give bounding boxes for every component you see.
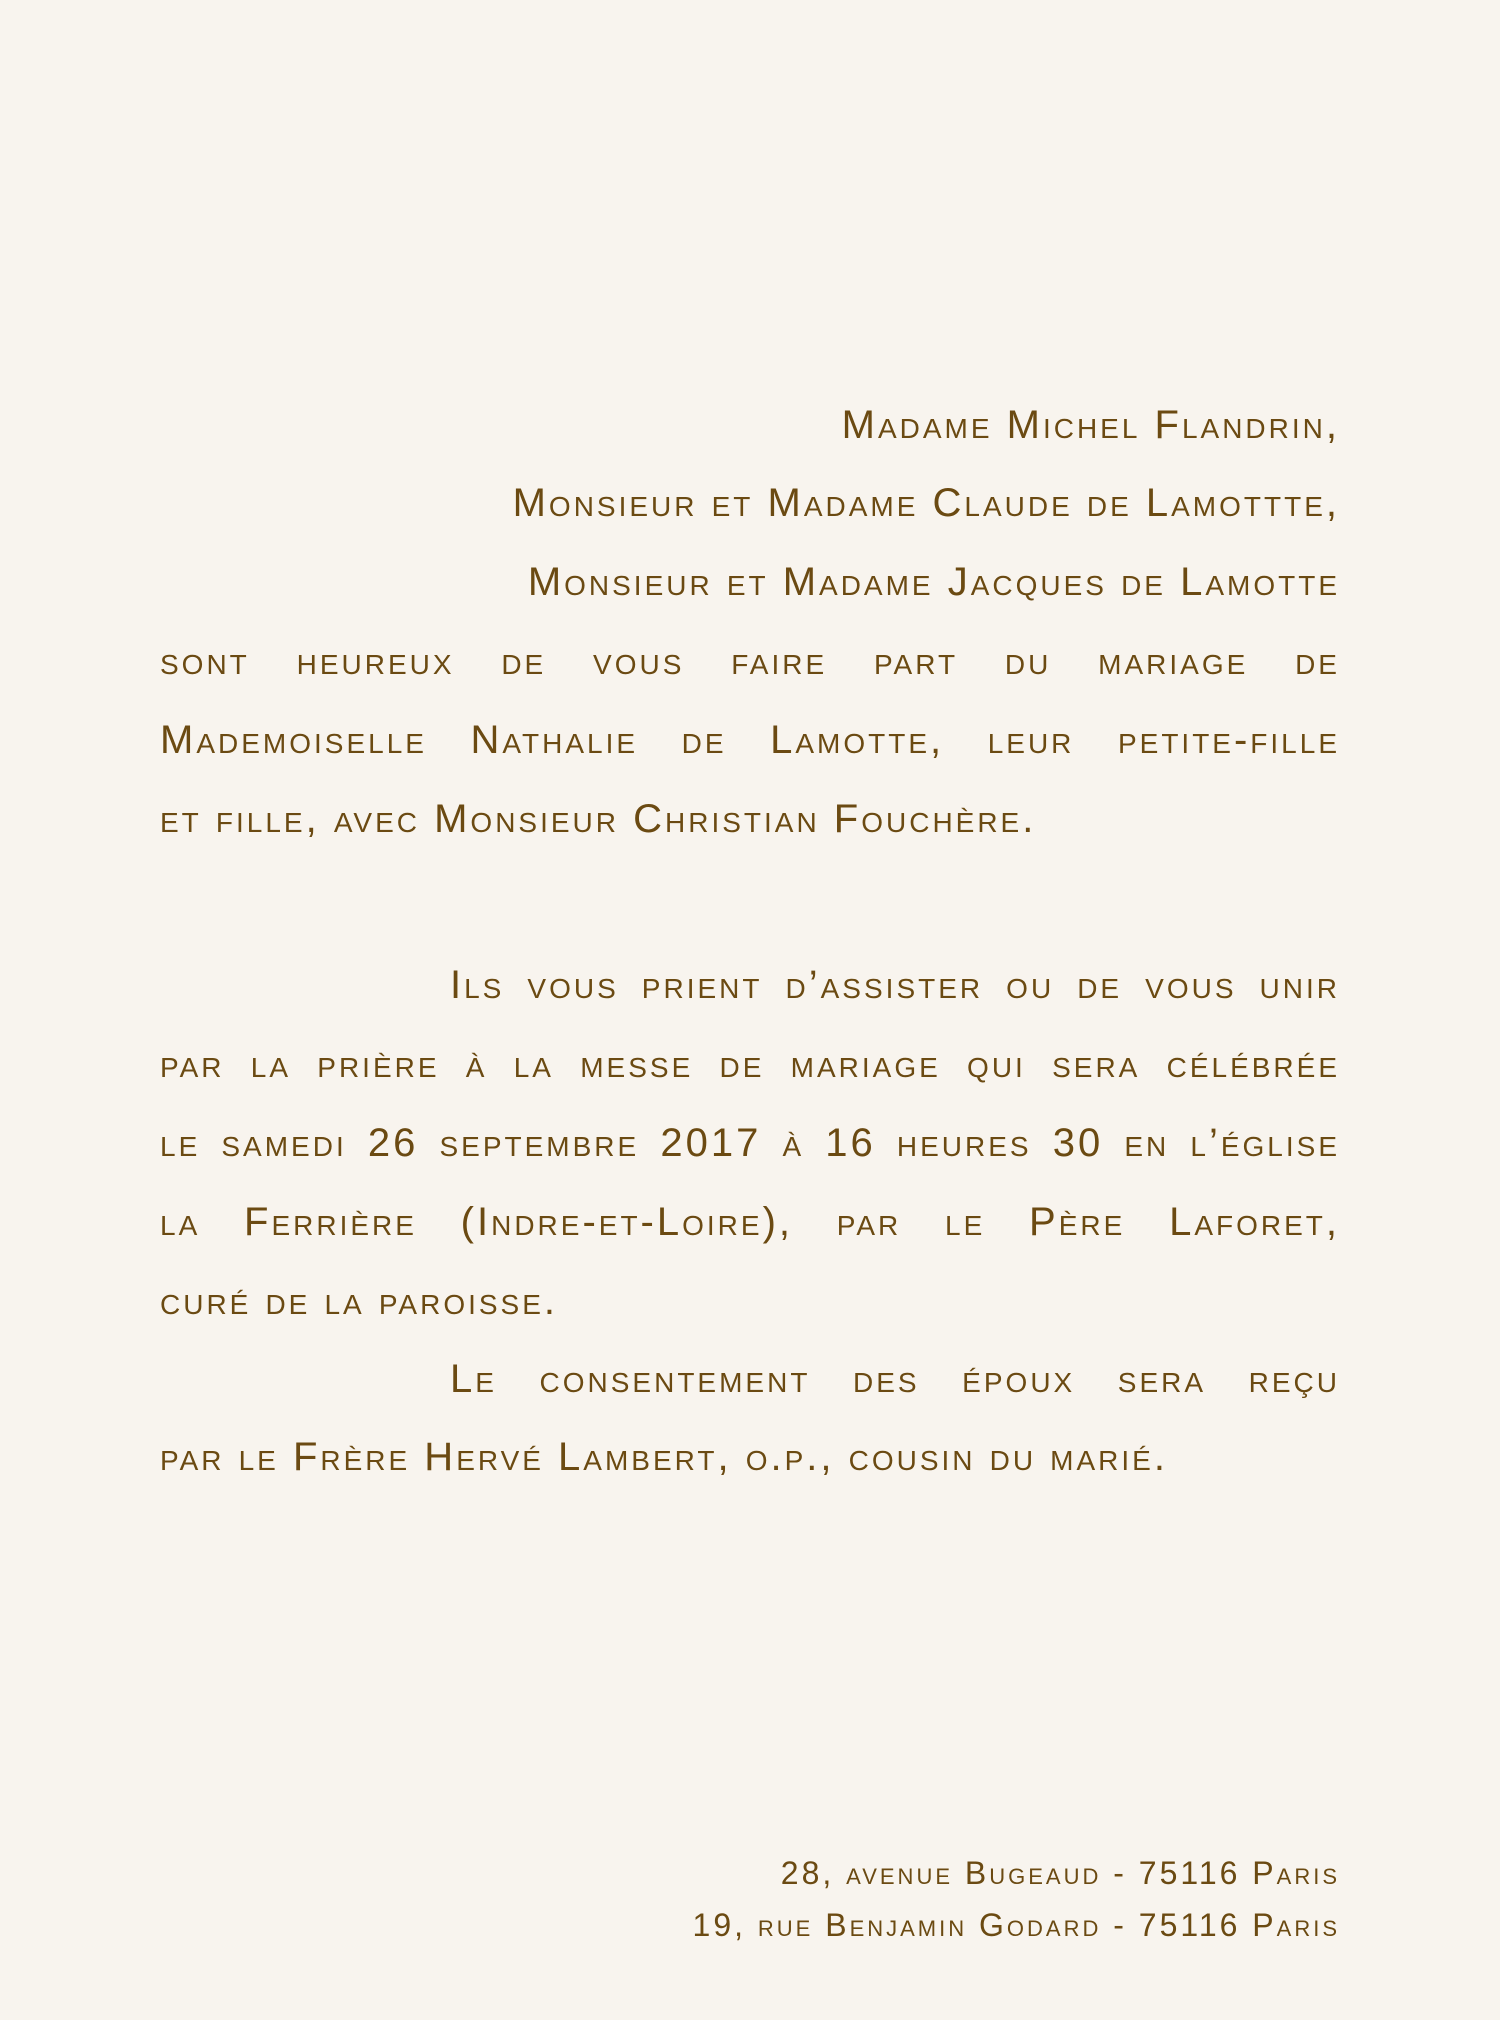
invitation-card — [160, 0, 1340, 2020]
ceremony-line: par la prière à la messe de mariage qui sera célébrée — [160, 1042, 1340, 1086]
ceremony-line: le samedi 26 septembre 2017 à 16 heures 30 en l’église — [160, 1121, 1340, 1165]
announcement-line: et fille, avec Monsieur Christian Fouchère. — [160, 797, 1037, 841]
consent-line: par le Frère Hervé Lambert, o.p., cousin du marié. — [160, 1435, 1168, 1479]
announcement-line: sont heureux de vous faire part du mariage de — [160, 639, 1340, 683]
ceremony-line: la Ferrière (Indre-et-Loire), par le Père Laforet, — [160, 1200, 1340, 1244]
announcer-line: Monsieur et Madame Jacques de Lamotte — [527, 560, 1340, 604]
address-line: 19, rue Benjamin Godard - 75116 Paris — [692, 1907, 1340, 1943]
address-line: 28, avenue Bugeaud - 75116 Paris — [780, 1855, 1340, 1891]
ceremony-line: Ils vous prient d’assister ou de vous unir — [450, 963, 1340, 1007]
ceremony-line: curé de la paroisse. — [160, 1279, 559, 1323]
announcement-line: Mademoiselle Nathalie de Lamotte, leur petite-fille — [160, 718, 1340, 762]
announcer-line: Monsieur et Madame Claude de Lamottte, — [512, 481, 1340, 525]
consent-line: Le consentement des époux sera reçu — [450, 1357, 1340, 1401]
announcer-line: Madame Michel Flandrin, — [841, 403, 1340, 447]
